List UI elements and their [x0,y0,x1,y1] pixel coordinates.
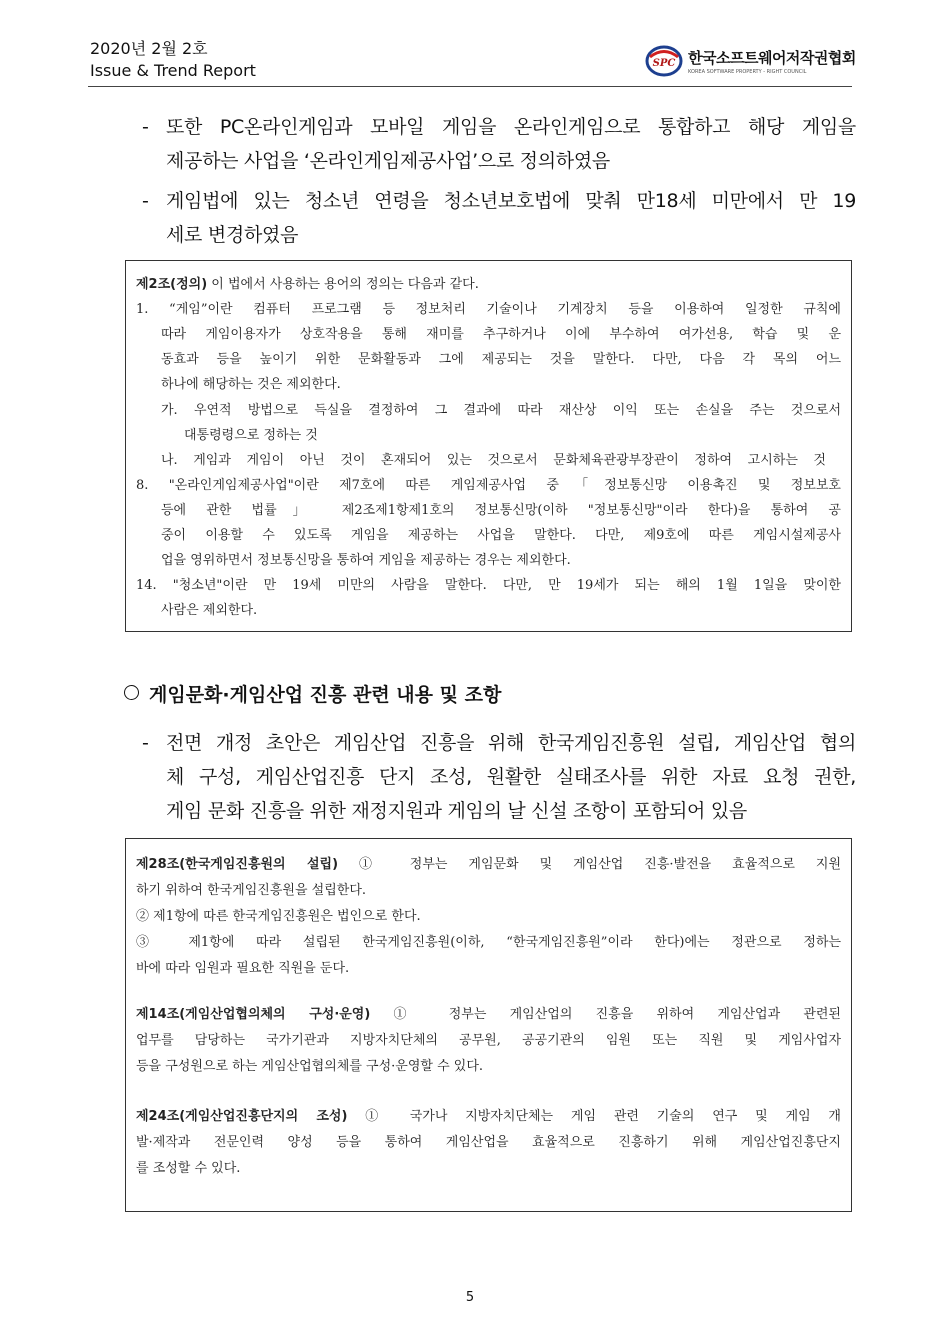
article-heading [136,273,479,292]
bullet-item: - 게임법에 있는 청소년 연령을 청소년보호법에 맞춰 만18세 미만에서 만 19 세로 변경하였음 [146,184,856,252]
law-line: 14. "청소년"이란 만 19세 미만의 사람을 말한다. 다만, 만 19세가 되는 해의 1월 1일을 맞이한 [136,578,841,593]
bullet-line: 제공하는 사업을 ‘온라인게임제공사업’으로 정의하였음 [166,150,610,172]
page-header [90,38,256,82]
law-line: ② 제1항에 따른 한국게임진흥원은 법인으로 한다. [136,909,421,924]
law-line: 8. "온라인게임제공사업"이란 제7호에 따른 게임제공사업 중「정보통신망 이용촉진 및 정보보호 [136,478,841,493]
page-number: 5 [465,1290,475,1305]
law-line: 동효과 등을 높이기 위한 문화활동과 그에 제공되는 것을 말한다. 다만, 다음 각 목의 어느 [161,352,841,367]
issue-date: 2020년 2월 2호 [90,39,208,58]
bullet-line: 게임법에 있는 청소년 연령을 청소년보호법에 맞춰 만18세 미만에서 만 19 [166,190,856,212]
law-line: 를 조성할 수 있다. [136,1161,241,1176]
org-logo-subtext: KOREA SOFTWARE PROPERTY - RIGHT COUNCIL [688,69,807,75]
article-24-title: 제24조(게임산업진흥단지의 조성) [136,1109,348,1124]
article-title: 제2조(정의) [136,277,208,292]
law-excerpt-box-definitions [125,260,852,632]
bullet-line: 세로 변경하였음 [166,224,299,246]
law-line: 중이 이용할 수 있도록 게임을 제공하는 사업을 말한다. 다만, 제9호에 따른 게임시설제공사 [161,528,841,543]
article-intro: 이 법에서 사용하는 용어의 정의는 다음과 같다. [207,277,479,292]
law-line: 하나에 해당하는 것은 제외한다. [161,377,341,392]
article-14-line: 제14조(게임산업협의체의 구성·운영) ① 정부는 게임산업의 진흥을 위하여 게임산업과 관련된 [136,1007,841,1022]
svg-text:SPC: SPC [652,58,676,69]
bullet-item: - 전면 개정 초안은 게임산업 진흥을 위해 한국게임진흥원 설립, 게임산업 협의 체 구성, 게임산업진흥 단지 조성, 원활한 실태조사를 위한 자료 요청 권한, 게임 문화 진흥을 위한 재정지원과 게임의 날 신설 조항이 포함되어 있음 [146,726,856,828]
bullet-line: 또한 PC온라인게임과 모바일 게임을 온라인게임으로 통합하고 해당 게임을 [166,116,856,138]
law-line: 따라 게임이용자가 상호작용을 통해 재미를 추구하거나 이에 부수하여 여가선용, 학습 및 운 [161,327,841,342]
section-heading [124,682,501,708]
law-line: 사람은 제외한다. [161,603,258,618]
article-28-line: 제28조(한국게임진흥원의 설립) ① 정부는 게임문화 및 게임산업 진흥·발전을 효율적으로 지원 [136,857,841,872]
law-line: 하기 위하여 한국게임진흥원을 설립한다. [136,883,367,898]
org-logo [644,44,856,78]
section-title: 게임문화·게임산업 진흥 관련 내용 및 조항 [149,684,502,706]
law-line: 가. 우연적 방법으로 득실을 결정하여 그 결과에 따라 재산상 이익 또는 손실을 주는 것으로서 [161,403,841,418]
law-line: ③ 제1항에 따라 설립된 한국게임진흥원(이하, “한국게임진흥원”이라 한다)에는 정관으로 정하는 [136,935,841,950]
law-line: 발·제작과 전문인력 양성 등을 통하여 게임산업을 효율적으로 진흥하기 위해 게임산업진흥단지 [136,1135,841,1150]
header-divider [88,86,852,87]
circle-bullet-icon [124,685,139,700]
article-24-line: 제24조(게임산업진흥단지의 조성) ① 국가나 지방자치단체는 게임 관련 기술의 연구 및 게임 개 [136,1109,841,1124]
bullet-line: 게임 문화 진흥을 위한 재정지원과 게임의 날 신설 조항이 포함되어 있음 [166,800,747,822]
law-line: 바에 따라 임원과 필요한 직원을 둔다. [136,961,350,976]
law-line: 업무를 담당하는 국가기관과 지방자치단체의 공무원, 공공기관의 임원 또는 직원 및 게임사업자 [136,1033,841,1048]
bullet-line: 전면 개정 초안은 게임산업 진흥을 위해 한국게임진흥원 설립, 게임산업 협의 [166,732,856,754]
law-line: 1. “게임”이란 컴퓨터 프로그램 등 정보처리 기술이나 기계장치 등을 이용하여 일정한 규칙에 [136,302,841,317]
law-line: 대통령령으로 정하는 것 [184,428,318,443]
org-logo-text: 한국소프트웨어저작권협회 [688,49,856,67]
org-logo-icon [644,44,684,78]
article-14-title: 제14조(게임산업협의체의 구성·운영) [136,1007,371,1022]
bullet-item: - 또한 PC온라인게임과 모바일 게임을 온라인게임으로 통합하고 해당 게임을 제공하는 사업을 ‘온라인게임제공사업’으로 정의하였음 [146,110,856,178]
bullet-line: 체 구성, 게임산업진흥 단지 조성, 원활한 실태조사를 위한 자료 요청 권한, [166,766,856,788]
law-line: 등을 구성원으로 하는 게임산업협의체를 구성·운영할 수 있다. [136,1059,484,1074]
law-line: 등에 관한 법률」 제2조제1항제1호의 정보통신망(이하 "정보통신망"이라 한다)을 통하여 공 [161,503,841,518]
law-line: 나. 게임과 게임이 아닌 것이 혼재되어 있는 것으로서 문화체육관광부장관이 정하여 고시하는 것 [161,453,826,468]
article-28-title: 제28조(한국게임진흥원의 설립) [136,857,339,872]
report-name: Issue & Trend Report [90,61,256,80]
law-line: 업을 영위하면서 정보통신망을 통하여 게임을 제공하는 경우는 제외한다. [161,553,571,568]
law-excerpt-box-promotion [125,838,852,1212]
